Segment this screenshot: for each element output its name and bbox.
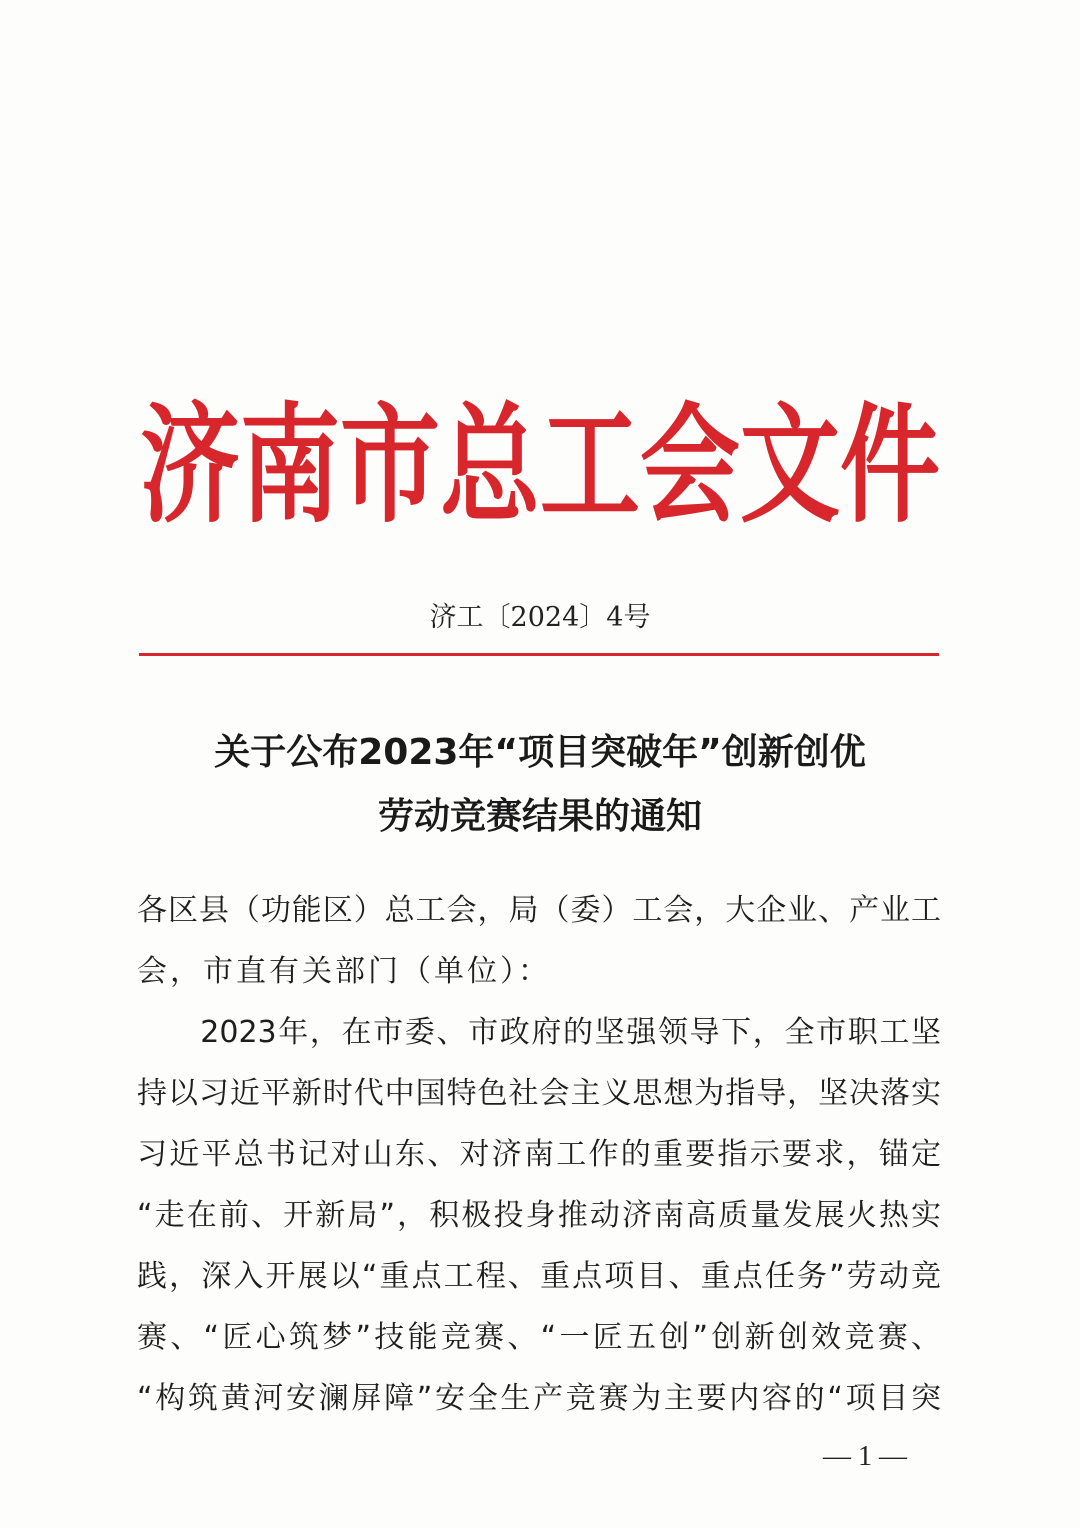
notice-title-line-1: 关于公布2023年“项目突破年”创新创优 <box>214 732 866 773</box>
body-text <box>137 880 941 1429</box>
body-line: 持以习近平新时代中国特色社会主义思想为指导，坚决落实 <box>137 1076 941 1111</box>
body-line: 赛、“匠心筑梦”技能竞赛、“一匠五创”创新创效竞赛、 <box>137 1320 941 1355</box>
body-line: “走在前、开新局”，积极投身推动济南高质量发展火热实 <box>137 1198 941 1233</box>
body-line: “构筑黄河安澜屏障”安全生产竞赛为主要内容的“项目突 <box>137 1381 941 1416</box>
body-line: 各区县（功能区）总工会，局（委）工会，大企业、产业工 <box>137 893 941 928</box>
body-line: 践，深入开展以“重点工程、重点项目、重点任务”劳动竞 <box>137 1259 941 1294</box>
notice-title-line-2: 劳动竞赛结果的通知 <box>377 796 702 837</box>
masthead-title: 济南市总工会文件 <box>140 389 940 541</box>
body-line: 2023年，在市委、市政府的坚强领导下，全市职工坚 <box>137 1015 941 1050</box>
red-divider-line <box>139 653 939 656</box>
body-line: 会，市直有关部门（单位）： <box>137 954 551 989</box>
document-number: 济工〔2024〕4号 <box>429 602 651 633</box>
page-number: — 1 — <box>823 1441 907 1472</box>
body-line: 习近平总书记对山东、对济南工作的重要指示要求，锚定 <box>137 1137 941 1172</box>
